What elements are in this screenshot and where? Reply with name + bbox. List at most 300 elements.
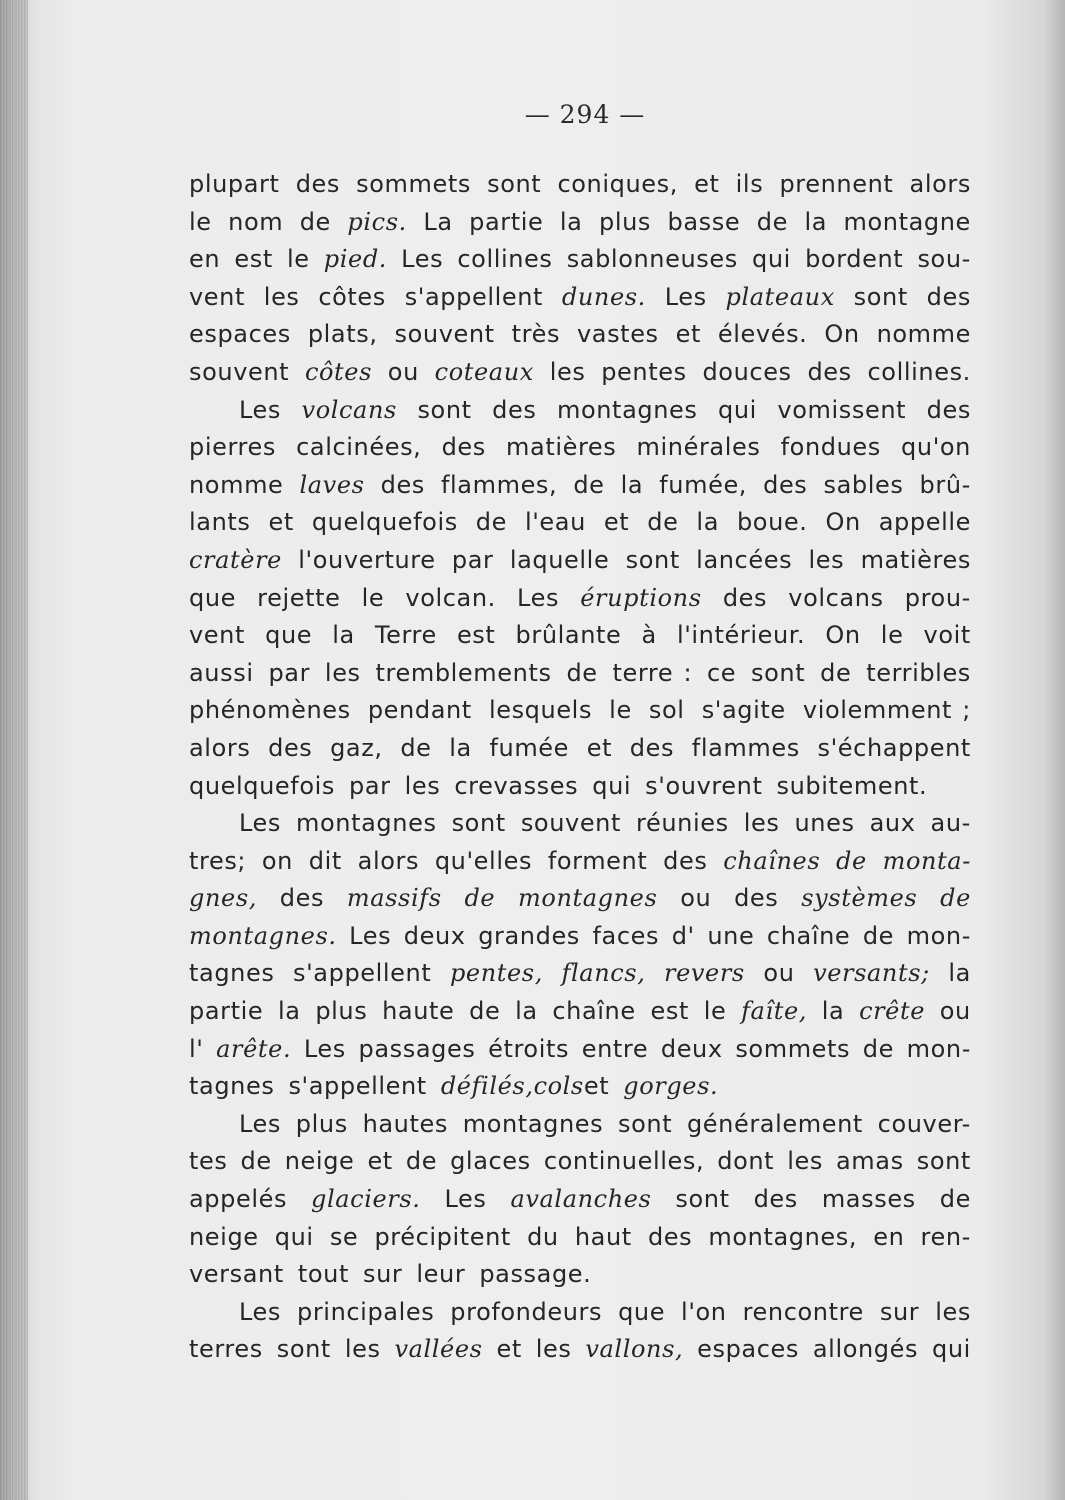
- word: sou-: [917, 245, 971, 274]
- word: ce: [707, 658, 737, 687]
- word: plupart: [189, 170, 280, 198]
- word: haut: [574, 1222, 632, 1251]
- word: nomme: [876, 320, 971, 349]
- word: l'on: [681, 1297, 727, 1326]
- word: est: [234, 245, 273, 274]
- italic-term: cratère: [189, 545, 282, 574]
- word: qui: [752, 245, 791, 274]
- word: la: [821, 997, 845, 1026]
- word: le: [361, 583, 385, 612]
- word: volcans: [788, 583, 884, 612]
- word: Les: [664, 282, 707, 311]
- word: qui: [592, 771, 632, 800]
- word: matières: [860, 545, 971, 574]
- word: montagnes: [462, 1109, 604, 1138]
- word: fumée,: [659, 470, 748, 499]
- word: par: [349, 771, 391, 800]
- italic-term: montagnes: [518, 884, 658, 913]
- word: des: [279, 884, 325, 913]
- text-line: [189, 166, 971, 204]
- word: la: [449, 733, 472, 762]
- word: par: [268, 658, 311, 687]
- word: des: [722, 583, 768, 612]
- word: s'agite: [701, 696, 786, 725]
- word: les: [549, 357, 586, 386]
- word: de: [647, 508, 679, 537]
- italic-term: revers: [664, 959, 745, 988]
- word: tremblements: [375, 658, 552, 687]
- word: deux: [403, 921, 466, 950]
- word: nomme: [189, 470, 284, 499]
- word: entre: [581, 1034, 649, 1063]
- word: sont: [751, 658, 806, 687]
- word: Les: [401, 245, 444, 274]
- word: sont: [853, 282, 908, 311]
- word: réunies: [636, 809, 729, 838]
- text-line: [189, 692, 971, 730]
- word: le: [609, 696, 632, 725]
- word: collines: [457, 245, 553, 274]
- word: rejette: [257, 583, 341, 612]
- word: terres: [189, 1335, 263, 1364]
- italic-term: cols: [533, 1072, 584, 1101]
- word: et: [694, 170, 720, 198]
- text-line: [189, 1143, 971, 1181]
- word: prou-: [904, 583, 971, 612]
- word: souvent: [520, 809, 622, 838]
- word: sont: [487, 170, 542, 198]
- italic-term: chaînes: [723, 846, 821, 875]
- word: profondeurs: [450, 1297, 603, 1326]
- word: sont: [451, 809, 506, 838]
- word: brû-: [919, 470, 971, 499]
- word: qui: [718, 395, 757, 424]
- word: l'ouverture: [298, 545, 436, 574]
- word: s'appellent: [288, 1072, 427, 1101]
- word: couver-: [877, 1109, 971, 1138]
- word: dit: [308, 846, 342, 875]
- word: bordent: [805, 245, 904, 274]
- text-line: [189, 730, 971, 768]
- text-line: [189, 429, 971, 467]
- word: forment: [547, 846, 648, 875]
- word: qui: [932, 1335, 971, 1364]
- word: généralement: [686, 1109, 863, 1138]
- text-line: [189, 279, 971, 317]
- italic-term: systèmes: [801, 884, 918, 913]
- word: aussi: [189, 658, 254, 687]
- word: les: [787, 1147, 823, 1176]
- word: On: [824, 320, 860, 349]
- word: montagnes,: [708, 1222, 858, 1251]
- word: le: [189, 207, 212, 236]
- word: le: [880, 621, 904, 650]
- word: volcan.: [405, 583, 496, 612]
- word: grandes: [478, 921, 580, 950]
- word: deux: [660, 1034, 723, 1063]
- word: vent: [189, 621, 245, 650]
- word: unes: [794, 809, 855, 838]
- italic-term: avalanches: [510, 1185, 652, 1214]
- word: les: [263, 282, 300, 311]
- italic-term: montagnes.: [189, 921, 337, 950]
- word: sont: [916, 1147, 971, 1176]
- word: des: [926, 395, 971, 424]
- word: espaces: [697, 1335, 799, 1364]
- word: à: [641, 621, 657, 650]
- word: sommets: [356, 170, 471, 198]
- word: des: [380, 470, 425, 499]
- page-binding-edge: [0, 0, 28, 1500]
- word: terribles: [866, 658, 971, 687]
- text-line: [189, 580, 971, 618]
- word: la: [620, 470, 644, 499]
- italic-term: défilés,: [440, 1072, 534, 1101]
- text-line: [189, 993, 971, 1031]
- word: ou: [680, 884, 712, 913]
- word: se: [329, 1222, 359, 1251]
- word: des: [807, 357, 852, 386]
- italic-term: arête.: [216, 1034, 292, 1063]
- word: l': [189, 1034, 204, 1063]
- word: mon-: [906, 1034, 971, 1063]
- text-line: [189, 354, 971, 392]
- word: continuelles,: [543, 1147, 705, 1176]
- word: vomissent: [777, 395, 907, 424]
- word: La: [423, 207, 453, 236]
- text-line: [189, 617, 971, 655]
- word: la: [278, 997, 301, 1026]
- word: de: [566, 658, 598, 687]
- word: alors: [189, 733, 251, 762]
- italic-term: flancs,: [561, 959, 646, 988]
- text-line: [189, 805, 971, 843]
- word: plus: [295, 1109, 348, 1138]
- word: Les: [239, 1297, 282, 1326]
- word: lancées: [696, 545, 793, 574]
- word: Les: [517, 583, 560, 612]
- word: souvent: [189, 357, 290, 386]
- word: que: [618, 1297, 666, 1326]
- word: tres;: [189, 846, 247, 875]
- word: appelés: [189, 1185, 288, 1214]
- word: du: [527, 1222, 559, 1251]
- word: basse: [667, 207, 741, 236]
- word: ou: [763, 959, 795, 988]
- word: boue.: [736, 508, 808, 537]
- italic-term: vallées: [394, 1335, 483, 1364]
- italic-term: pied.: [323, 245, 388, 274]
- text-line: [189, 467, 971, 505]
- word: alors: [357, 846, 420, 875]
- word: des: [734, 884, 779, 913]
- word: et: [268, 508, 294, 537]
- word: élevés.: [717, 320, 808, 349]
- word: de: [862, 1034, 894, 1063]
- word: les: [324, 658, 361, 687]
- word: sur: [879, 1297, 920, 1326]
- word: faces: [592, 921, 660, 950]
- word: l'intérieur.: [676, 621, 806, 650]
- word: flammes: [691, 733, 800, 762]
- word: ils: [735, 170, 764, 198]
- word: sont: [675, 1185, 730, 1214]
- word: s'ouvrent: [645, 771, 763, 800]
- italic-term: massifs: [346, 884, 442, 913]
- word: ou: [939, 997, 971, 1026]
- word: pentes: [601, 357, 687, 386]
- word: les: [344, 1335, 381, 1364]
- word: calcinées,: [296, 433, 422, 462]
- word: des: [647, 1222, 693, 1251]
- word: fumée: [489, 733, 570, 762]
- word: vent: [189, 282, 245, 311]
- word: de: [573, 470, 605, 499]
- italic-term: glaciers.: [311, 1185, 421, 1214]
- word: douces: [702, 357, 792, 386]
- word: côtes: [318, 282, 386, 311]
- word: terre :: [612, 658, 693, 687]
- word: passage.: [479, 1260, 592, 1289]
- word: qui: [274, 1222, 314, 1251]
- word: partie: [189, 997, 264, 1026]
- word: leur: [416, 1260, 466, 1289]
- word: mon-: [906, 921, 971, 950]
- word: chaîne: [766, 921, 851, 950]
- word: neige: [284, 1147, 355, 1176]
- word: subitement.: [776, 771, 928, 800]
- word: appelle: [878, 508, 971, 537]
- word: s'appellent: [404, 282, 544, 311]
- word: allongés: [812, 1335, 919, 1364]
- word: Les: [444, 1185, 487, 1214]
- word: quelquefois: [311, 508, 458, 537]
- word: laquelle: [509, 545, 610, 574]
- italic-term: pentes,: [449, 959, 543, 988]
- italic-term: vallons,: [585, 1335, 684, 1364]
- word: montagnes: [556, 395, 698, 424]
- word: rencontre: [742, 1297, 864, 1326]
- word: sur: [363, 1260, 403, 1289]
- text-line: [189, 316, 971, 354]
- word: s'échappent: [817, 733, 971, 762]
- word: de: [862, 921, 895, 950]
- word: matières: [506, 433, 617, 462]
- word: coniques,: [557, 170, 678, 198]
- word: d': [671, 921, 695, 950]
- word: collines.: [867, 357, 971, 386]
- word: les: [808, 545, 845, 574]
- word: aux: [869, 809, 916, 838]
- word: et: [586, 733, 613, 762]
- word: la: [804, 207, 828, 236]
- word: On: [825, 621, 861, 650]
- text-line: [189, 955, 971, 993]
- word: neige: [189, 1222, 259, 1251]
- italic-term: de: [940, 884, 971, 913]
- word: le: [703, 997, 727, 1026]
- word: la: [696, 508, 719, 537]
- text-line: [189, 1181, 971, 1219]
- italic-term: éruptions: [580, 583, 702, 612]
- italic-term: dunes.: [561, 282, 646, 311]
- text-line: [189, 542, 971, 580]
- word: qu'elles: [434, 846, 533, 875]
- word: amas: [836, 1147, 904, 1176]
- word: de: [939, 1185, 971, 1214]
- word: passages: [358, 1034, 476, 1063]
- text-line: [189, 1068, 971, 1106]
- text-line: [189, 1106, 971, 1144]
- word: sont: [276, 1335, 331, 1364]
- italic-term: volcans: [301, 395, 397, 424]
- word: ou: [387, 357, 419, 386]
- word: versant: [189, 1260, 284, 1289]
- word: de: [405, 1147, 438, 1176]
- word: que: [265, 621, 313, 650]
- body-text: [189, 166, 971, 1369]
- word: souvent: [394, 320, 495, 349]
- word: est: [650, 997, 689, 1026]
- word: de: [756, 207, 788, 236]
- word: les: [404, 771, 441, 800]
- word: et: [367, 1147, 393, 1176]
- word: nom: [228, 207, 284, 236]
- word: on: [261, 846, 293, 875]
- word: sol: [648, 696, 685, 725]
- word: quelquefois: [189, 771, 335, 800]
- word: dont: [717, 1147, 775, 1176]
- word: violemment ;: [802, 696, 971, 725]
- word: au-: [930, 809, 971, 838]
- italic-term: laves: [299, 470, 365, 499]
- word: Les: [239, 809, 282, 838]
- italic-term: gorges.: [623, 1072, 719, 1101]
- italic-term: de: [464, 884, 496, 913]
- word: tout: [297, 1260, 349, 1289]
- word: très: [511, 320, 561, 349]
- word: On: [825, 508, 861, 537]
- word: phénomènes: [189, 696, 351, 725]
- word: sommets: [735, 1034, 851, 1063]
- word: ren-: [920, 1222, 971, 1251]
- text-line: [189, 392, 971, 430]
- word: et: [583, 1072, 610, 1101]
- word: des: [295, 170, 340, 198]
- italic-term: monta-: [882, 846, 971, 875]
- word: sablonneuses: [566, 245, 738, 274]
- word: glaces: [450, 1147, 531, 1176]
- word: des: [268, 733, 313, 762]
- word: plus: [598, 207, 652, 236]
- text-line: [189, 1294, 971, 1332]
- word: une: [707, 921, 755, 950]
- page-number: — 294 —: [524, 100, 646, 129]
- text-line: [189, 843, 971, 881]
- word: des: [763, 470, 808, 499]
- word: l'eau: [524, 508, 586, 537]
- word: pendant: [367, 696, 472, 725]
- text-line: [189, 1031, 971, 1069]
- word: la: [332, 621, 355, 650]
- word: tes: [189, 1147, 228, 1176]
- italic-term: gnes,: [189, 884, 257, 913]
- word: de: [820, 658, 852, 687]
- word: Les: [239, 395, 282, 424]
- word: en: [873, 1222, 905, 1251]
- italic-term: de: [836, 846, 867, 875]
- word: plus: [315, 997, 368, 1026]
- word: des: [753, 1185, 798, 1214]
- italic-term: plateaux: [725, 282, 835, 311]
- word: Terre: [374, 621, 437, 650]
- word: voit: [923, 621, 971, 650]
- word: s'appellent: [293, 959, 432, 988]
- word: masses: [821, 1185, 916, 1214]
- word: par: [451, 545, 494, 574]
- word: étroits: [488, 1034, 570, 1063]
- word: en: [189, 245, 221, 274]
- word: les: [935, 1297, 971, 1326]
- word: brûlante: [515, 621, 622, 650]
- word: et: [675, 320, 701, 349]
- word: chaîne: [552, 997, 636, 1026]
- word: montagne: [843, 207, 971, 236]
- word: que: [189, 583, 237, 612]
- word: haute: [382, 997, 455, 1026]
- word: de: [475, 508, 507, 537]
- word: précipitent: [374, 1222, 511, 1251]
- word: de: [240, 1147, 272, 1176]
- word: les: [743, 809, 780, 838]
- text-line: [189, 655, 971, 693]
- word: sables: [823, 470, 904, 499]
- word: est: [456, 621, 496, 650]
- word: des: [663, 846, 708, 875]
- word: prennent: [779, 170, 894, 198]
- word: la: [515, 997, 538, 1026]
- word: sont: [618, 1109, 673, 1138]
- italic-term: versants;: [813, 959, 930, 988]
- word: des: [926, 282, 971, 311]
- word: Les: [239, 1109, 282, 1138]
- word: vastes: [576, 320, 659, 349]
- word: tagnes: [189, 959, 275, 988]
- word: lants: [189, 508, 251, 537]
- word: sont: [417, 395, 472, 424]
- word: des: [441, 433, 486, 462]
- word: montagnes: [296, 809, 437, 838]
- word: le: [286, 245, 310, 274]
- word: fondues: [780, 433, 881, 462]
- text-line: [189, 504, 971, 542]
- text-line: [189, 1256, 971, 1294]
- word: la: [559, 207, 583, 236]
- word: tagnes: [189, 1072, 275, 1101]
- word: la: [948, 959, 971, 988]
- word: qu'on: [901, 433, 971, 462]
- word: sont: [625, 545, 680, 574]
- italic-term: faîte,: [741, 997, 808, 1026]
- text-line: [189, 1331, 971, 1369]
- italic-term: côtes: [304, 357, 373, 386]
- word: partie: [469, 207, 544, 236]
- word: crevasses: [454, 771, 579, 800]
- italic-term: coteaux: [434, 357, 534, 386]
- word: pierres: [189, 433, 276, 462]
- word: hautes: [362, 1109, 448, 1138]
- word: et: [603, 508, 630, 537]
